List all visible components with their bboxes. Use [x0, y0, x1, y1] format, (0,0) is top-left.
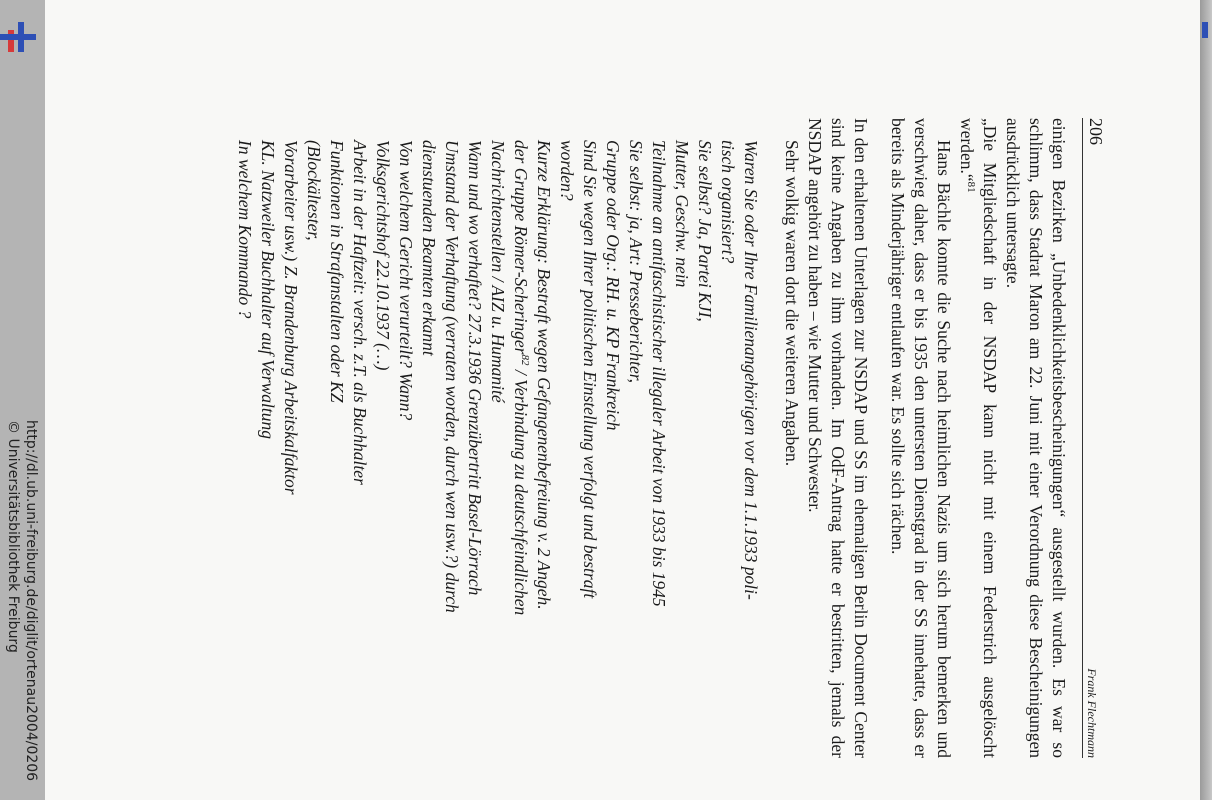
qa-line: Wann und wo verhaftet? 27.3.1936 Grenzübertritt Basel-Lörrach	[465, 140, 485, 596]
qa-line: Gruppe oder Org.: RH. u. KP Frankreich	[603, 140, 623, 431]
qa-line: tisch organisiert?	[718, 140, 738, 264]
qa-line: Sie selbst? Ja, Partei KJI,	[695, 140, 715, 322]
paragraph: Hans Bächle konnte die Suche nach heimlichen Nazis um sich herum bemerken und verschwieg daher, dass er bis 1935 den untersten Dienstgrad in der SS innehatte, dass er bereits als Minderjähriger entlaufen war. Es sollte sich rächen.	[888, 118, 954, 758]
paragraph: einigen Bezirken „Unbedenklichkeitsbescheinigungen“ ausgestellt wurden. Es war so schlimm, dass Stadrat Maron am 22. Juni mit einer Verordnung diese Bescheinigungen ausdrücklich untersagte.	[1003, 118, 1069, 758]
page-header	[1082, 118, 1107, 758]
qa-line: Sind Sie wegen Ihrer politischen Einstellung verfolgt und bestraft	[580, 140, 600, 599]
qa-line: Nachrichtenstellen / AIZ u. Humanité	[488, 140, 508, 403]
source-url-strip	[0, 420, 44, 800]
qa-line: (Blockältester,	[304, 140, 324, 241]
source-url[interactable]: http://dl.ub.uni-freiburg.de/diglit/ortenau2004/0206	[23, 420, 39, 782]
qa-line: Arbeit in der Haftzeit: versch. z.T. als Buchhalter	[350, 140, 370, 485]
rotated-text-block	[207, 118, 1107, 758]
color-target-mark-right	[1200, 22, 1212, 42]
paragraph: In den erhaltenen Unterlagen zur NSDAP und SS im ehemaligen Berlin Document Center sind keine Angaben zu ihm vorhanden. Im OdF-Antrag hatte er bestritten, jemals der NSDAP angehört zu haben – wie Mutter und Schwester.	[805, 118, 871, 758]
qa-line: Sie selbst: ja, Art: Presseberichter,	[626, 140, 646, 384]
running-head-author: Frank Flechtmann	[1085, 668, 1099, 758]
blue-mark-bar	[1202, 22, 1208, 38]
questionnaire-excerpt	[233, 118, 762, 758]
qa-line: KL. Natzweiler Buchhalter auf Verwaltung	[258, 140, 278, 439]
qa-line: Vorarbeiter usw.) Z. Brandenburg Arbeitskalfaktor	[281, 140, 301, 495]
blue-mark-bar	[18, 22, 24, 52]
page-number: 206	[1086, 118, 1106, 145]
footnote-ref: 82	[518, 354, 531, 366]
footnote-ref: 81	[964, 181, 977, 193]
qa-line: Waren Sie oder Ihre Familienangehörigen vor dem 1.1.1933 poli-	[741, 140, 761, 600]
qa-line: Mutter, Geschw. nein	[672, 140, 692, 288]
qa-line: Kurze Erklärung: Bestraft wegen Gefangenenbefreiung v. 2 Angeh.	[534, 140, 554, 610]
qa-line: Teilnahme an antifaschistischer illegaler Arbeit von 1933 bis 1945	[649, 140, 669, 607]
qa-line: Von welchem Gericht verurteilt? Wann?	[396, 140, 416, 421]
qa-line: In welchem Kommando ?	[235, 140, 255, 319]
qa-line: Volksgerichtshof 22.10.1937 (…)	[373, 140, 393, 371]
qa-line: dienstuenden Beamten erkannt	[419, 140, 439, 356]
page-edge-shadow	[1200, 0, 1212, 800]
copyright-line: © Universitätsbibliothek Freiburg	[5, 420, 21, 653]
qa-line: Umstand der Verhaftung (verraten worden, durch wen usw.?) durch	[442, 140, 462, 613]
qa-line: worden?	[557, 140, 577, 201]
qa-line: der Gruppe Römer-Scheringer$^{82}$ / Verbindung zu deutschfeindlichen	[511, 140, 531, 616]
quote-paragraph: „Die Mitgliedschaft in der NSDAP kann nicht mit einem Federstrich ausgelöscht werden.“$^{81}$	[957, 118, 1000, 758]
color-target-mark-left	[0, 22, 36, 52]
paragraph: Sehr wolkig waren dort die weiteren Angaben.	[782, 140, 802, 467]
qa-line: Funktionen in Strafanstalten oder KZ	[327, 140, 347, 403]
